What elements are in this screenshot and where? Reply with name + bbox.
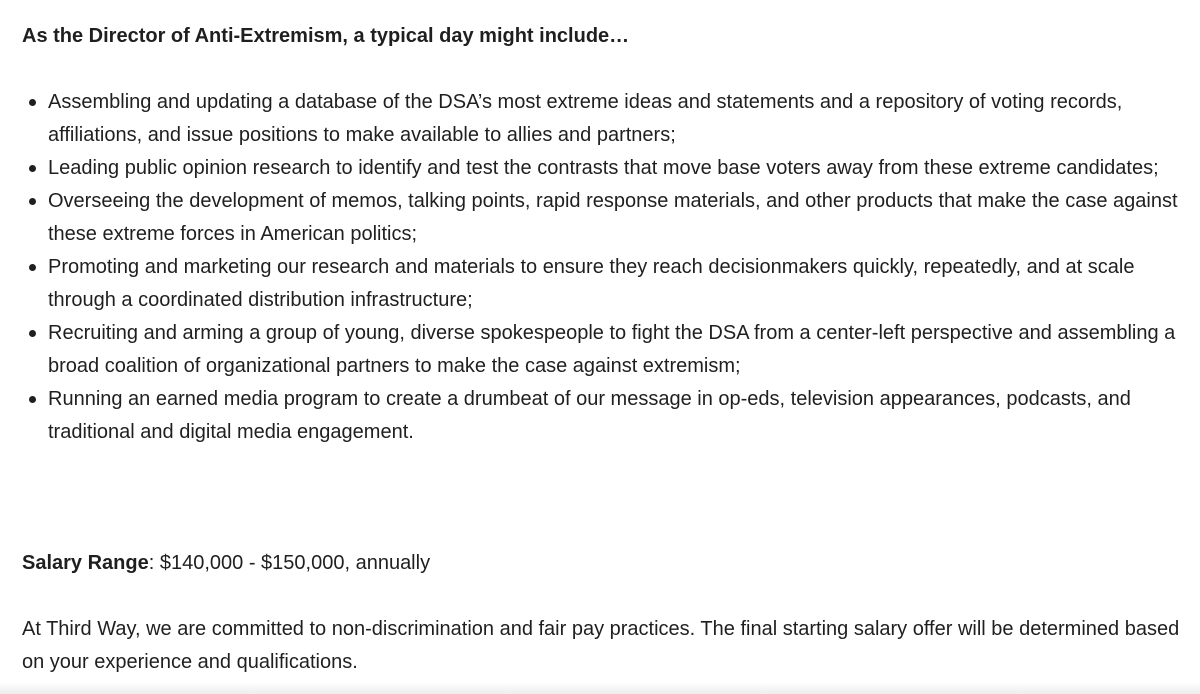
duty-item: Assembling and updating a database of the DSA’s most extreme ideas and statements and a repository of voting records, affiliations, and issue positions to make available to allies and partners;: [22, 86, 1190, 152]
duties-list: [22, 86, 1190, 449]
pay-commitment-text: At Third Way, we are committed to non-discrimination and fair pay practices. The final starting salary offer will be determined based on your experience and qualifications.: [22, 618, 1180, 673]
duty-item: Recruiting and arming a group of young, diverse spokespeople to fight the DSA from a center-left perspective and assembling a broad coalition of organizational partners to make the case against extremism;: [22, 317, 1190, 383]
duty-item: Overseeing the development of memos, talking points, rapid response materials, and other products that make the case against these extreme forces in American politics;: [22, 185, 1190, 251]
salary-range: [22, 547, 430, 579]
bottom-shadow: [0, 682, 1200, 694]
duty-item: Running an earned media program to create a drumbeat of our message in op-eds, television appearances, podcasts, and traditional and digital media engagement.: [22, 383, 1190, 449]
salary-label: Salary Range: [22, 552, 149, 574]
intro-heading: As the Director of Anti-Extremism, a typical day might include…: [22, 25, 630, 47]
salary-value: : $140,000 - $150,000, annually: [148, 552, 431, 574]
duty-item: Leading public opinion research to identify and test the contrasts that move base voters away from these extreme candidates;: [22, 152, 1190, 185]
duty-item: Promoting and marketing our research and materials to ensure they reach decisionmakers quickly, repeatedly, and at scale through a coordinated distribution infrastructure;: [22, 251, 1190, 317]
